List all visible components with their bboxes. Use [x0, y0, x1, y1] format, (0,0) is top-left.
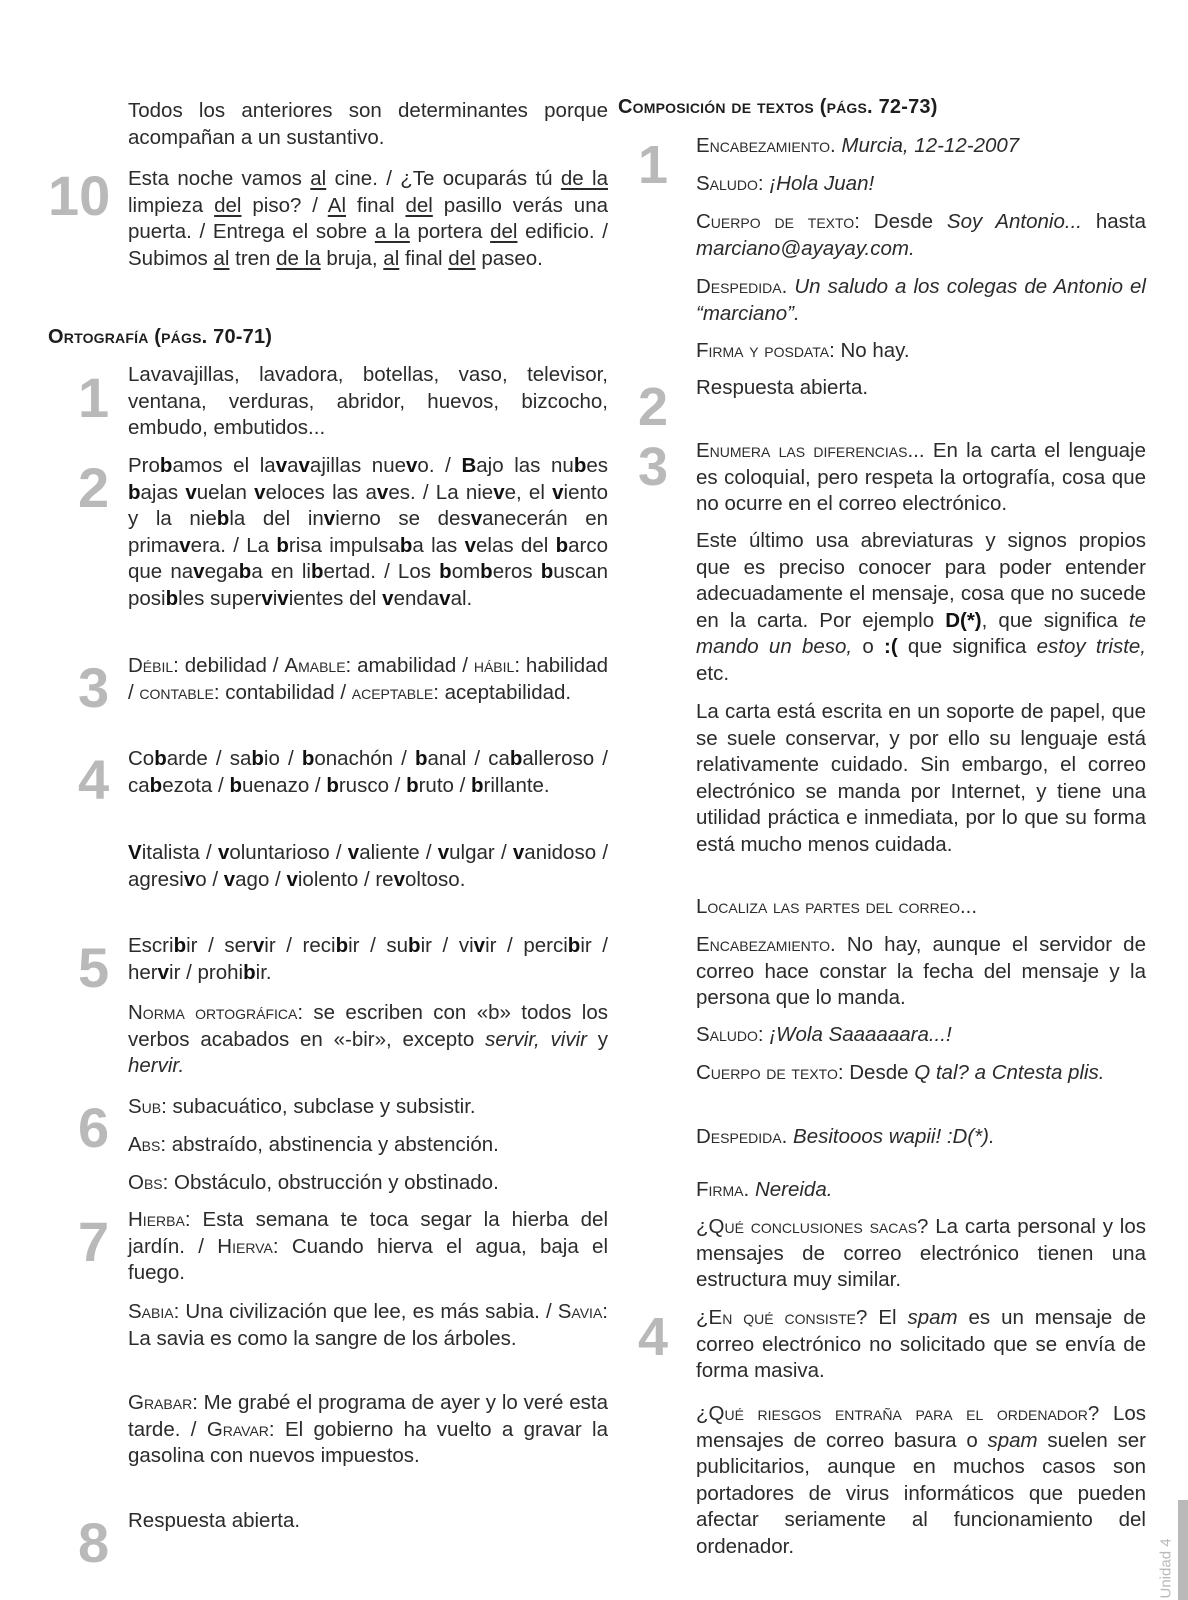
c3-cuerpo: Cuerpo de texto: Desde Q tal? a Cntesta plis.	[696, 1061, 1105, 1084]
exercise-1-text: Lavavajillas, lavadora, botellas, vaso, televisor, ventana, verduras, abridor, huevos, bizcocho, embudo, embutidos...	[128, 363, 608, 439]
unit-label: Unidad 4	[1157, 1538, 1175, 1599]
exercise-number-1: 1	[78, 366, 110, 429]
exercise-5-text: Escribir / servir / recibir / subir / vivir / percibir / hervir / prohibir.	[128, 934, 609, 984]
c3-soporte: La carta está escrita en un soporte de papel, que se suele conservar, y por ello su lenguaje está relativamente cuidado. Sin embargo, el correo electrónico se manda por Internet, y tiene una utilidad práctica e inmediata, por lo que su forma está mucho menos cuidada.	[696, 700, 1146, 856]
exercise-7-grabar: Grabar: Me grabé el programa de ayer y lo veré esta tarde. / Gravar: El gobierno ha vuelto a gravar la gasolina con nuevos impuestos.	[128, 1391, 608, 1467]
c1-saludo: Saludo: ¡Hola Juan!	[696, 172, 875, 195]
section-heading-ortografia: Ortografía (págs. 70-71)	[48, 326, 273, 348]
c1-encabezamiento: Encabezamiento. Murcia, 12-12-2007	[696, 134, 1020, 157]
composition-number-4: 4	[638, 1307, 669, 1367]
exercise-5-note: Norma ortográfica: se escriben con «b» todos los verbos acabados en «-bir», excepto servir, vivir y hervir.	[128, 1001, 609, 1077]
exercise-number-6: 6	[78, 1096, 110, 1159]
section-heading-composicion: Composición de textos (págs. 72-73)	[618, 96, 938, 118]
exercise-number-4: 4	[78, 748, 110, 811]
exercise-6-obs: Obs: Obstáculo, obstrucción y obstinado.	[128, 1171, 499, 1194]
c3-abreviaturas: Este último usa abreviaturas y signos propios que es preciso conocer para poder entender adecuadamente el mensaje, cosa que no sucede en la carta. Por ejemplo D(*), que significa te mando un beso, o :( que significa estoy triste, etc.	[696, 529, 1146, 685]
c3-localiza: Localiza las partes del correo...	[696, 895, 978, 918]
exercise-7-sabia: Sabia: Una civilización que lee, es más sabia. / Savia: La savia es como la sangre de los árboles.	[128, 1300, 608, 1350]
exercise-3-text: Débil: debilidad / Amable: amabilidad / hábil: habilidad / contable: contabilidad / aceptable: aceptabilidad.	[128, 654, 608, 704]
exercise-6-sub: Sub: subacuático, subclase y subsistir.	[128, 1095, 476, 1118]
c3-diferencias: Enumera las diferencias... En la carta el lenguaje es coloquial, pero respeta la ortografía, cosa que no ocurre en el correo electrónico.	[696, 439, 1146, 515]
exercise-7-hierba: Hierba: Esta semana te toca segar la hierba del jardín. / Hierva: Cuando hierva el agua, baja el fuego.	[128, 1208, 609, 1284]
c3-conclusiones: ¿Qué conclusiones sacas? La carta personal y los mensajes de correo electrónico tienen una estructura muy similar.	[696, 1215, 1146, 1291]
c1-firma: Firma y posdata: No hay.	[696, 339, 910, 362]
exercise-6-abs: Abs: abstraído, abstinencia y abstención.	[128, 1133, 499, 1156]
exercise-number-5: 5	[78, 936, 110, 999]
exercise-number-7: 7	[78, 1210, 110, 1273]
intro-paragraph: Todos los anteriores son determinantes porque acompañan a un sustantivo.	[128, 99, 608, 149]
unit-side-tab	[1150, 1500, 1188, 1600]
composition-number-2: 2	[638, 377, 669, 437]
c3-saludo: Saludo: ¡Wola Saaaaaara...!	[696, 1023, 952, 1046]
exercise-number-8: 8	[78, 1511, 110, 1574]
c3-despedida: Despedida. Besitooos wapii! :D(*).	[696, 1125, 995, 1148]
c4-consiste: ¿En qué consiste? El spam es un mensaje de correo electrónico no solicitado que se envía de forma masiva.	[696, 1306, 1146, 1382]
exercise-4-text-b: Cobarde / sabio / bonachón / banal / caballeroso / cabezota / buenazo / brusco / bruto / brillante.	[128, 747, 609, 797]
composition-number-1: 1	[638, 135, 669, 195]
exercise-10-text: Esta noche vamos al cine. / ¿Te ocuparás tú de la limpieza del piso? / Al final del pasillo verás una puerta. / Entrega el sobre a la portera del edificio. / Subimos al tren de la bruja, al final del paseo.	[128, 167, 608, 270]
c2-text: Respuesta abierta.	[696, 376, 869, 399]
exercise-2-text: Probamos el lavavajillas nuevo. / Bajo las nubes bajas vuelan veloces las aves. / La nieve, el viento y la niebla del invierno se desvanecerán en primavera. / La brisa impulsaba las velas del barco que navegaba en libertad. / Los bomberos buscan posibles supervivientes del vendaval.	[128, 454, 609, 610]
c1-cuerpo: Cuerpo de texto: Desde Soy Antonio... hasta marciano@ayayay.com.	[696, 210, 1146, 260]
exercise-8-text: Respuesta abierta.	[128, 1509, 301, 1532]
exercise-number-2: 2	[78, 456, 110, 519]
exercise-number-3: 3	[78, 656, 110, 719]
composition-number-3: 3	[638, 437, 669, 497]
c1-despedida: Despedida. Un saludo a los colegas de Antonio el “marciano”.	[696, 275, 1146, 325]
exercise-number-10: 10	[48, 164, 111, 227]
c3-encabezamiento: Encabezamiento. No hay, aunque el servidor de correo hace constar la fecha del mensaje y la persona que lo manda.	[696, 933, 1146, 1009]
exercise-4-text-v: Vitalista / voluntarioso / valiente / vulgar / vanidoso / agresivo / vago / violento / revoltoso.	[128, 841, 609, 891]
c4-riesgos: ¿Qué riesgos entraña para el ordenador? Los mensajes de correo basura o spam suelen ser publicitarios, aunque en muchos casos son portadores de virus informáticos que pueden afectar seriamente al funcionamiento del ordenador.	[696, 1402, 1147, 1558]
side-tab-bar	[1178, 1500, 1188, 1600]
c3-firma: Firma. Nereida.	[696, 1178, 833, 1201]
